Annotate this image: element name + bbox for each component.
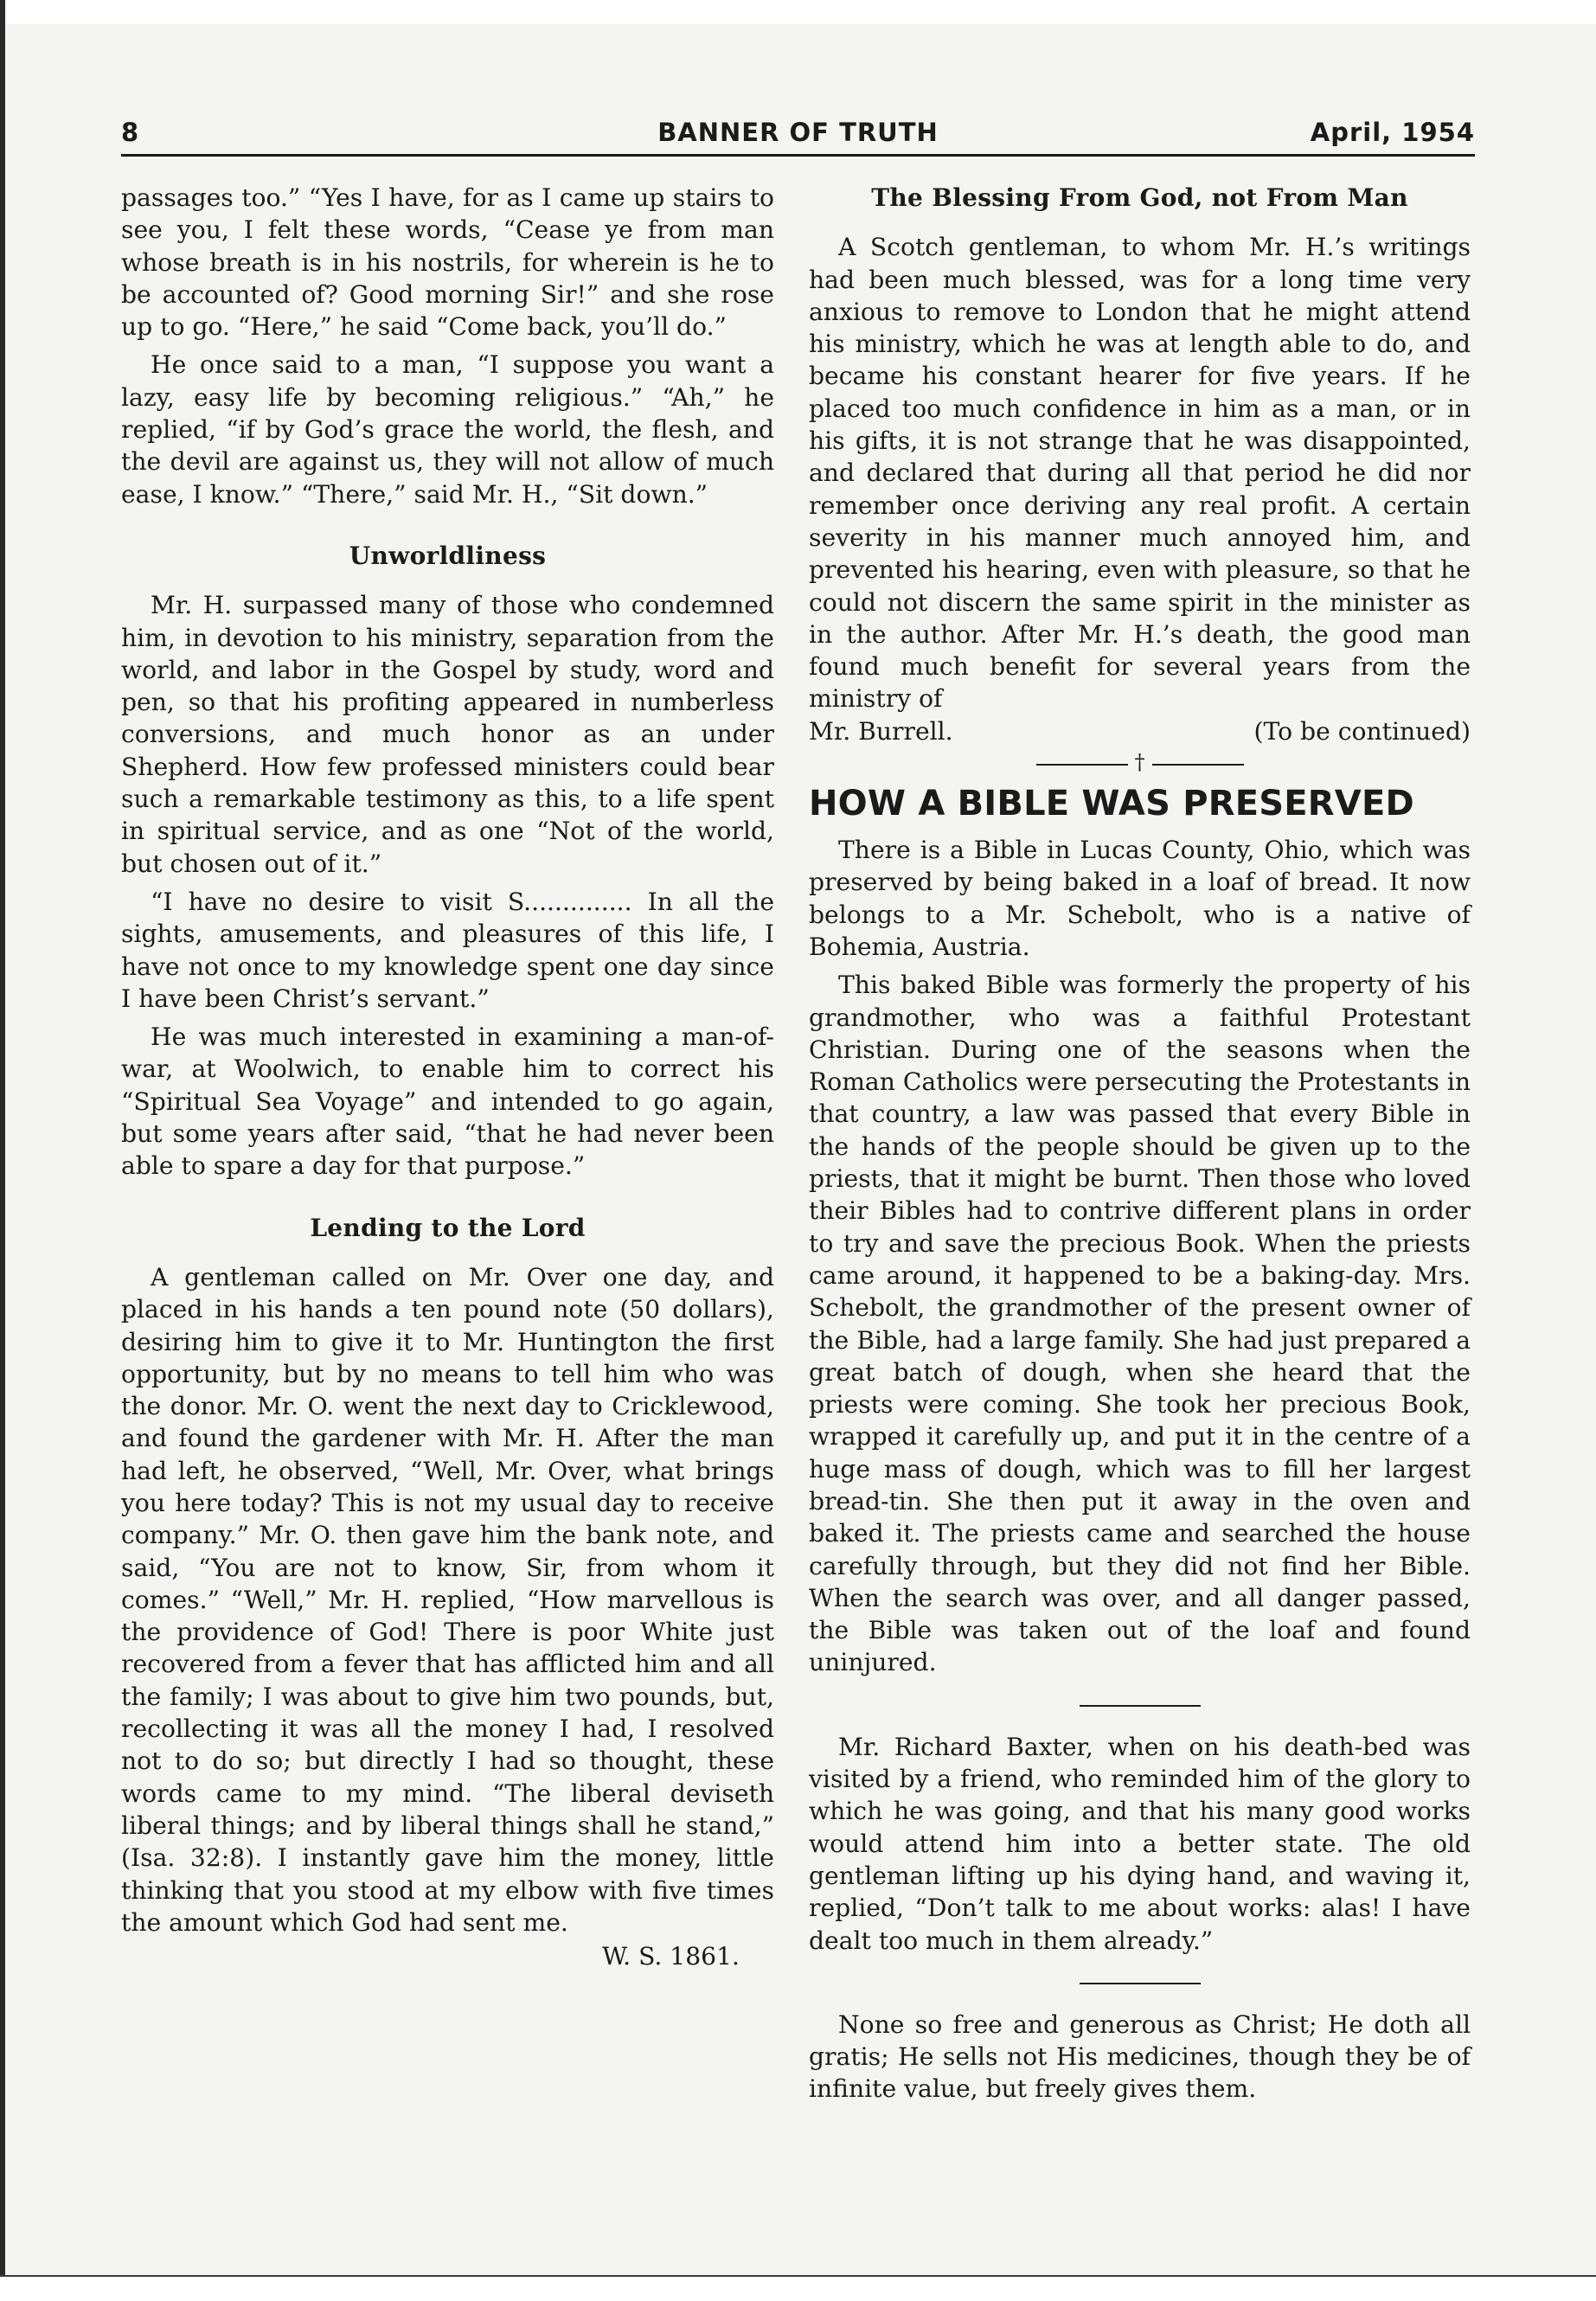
right-column bbox=[809, 182, 1471, 2106]
section-heading-lending: Lending to the Lord bbox=[310, 1213, 586, 1242]
paragraph: Mr. Richard Baxter, when on his death-bed was visited by a friend, who reminded him of the glory to which he was going, and that his many good works would attend him into a better state. The old gentleman lifting up his dying hand, and waving it, replied, “Don’t talk to me about works: alas! I have dealt too much in them already.” bbox=[809, 1732, 1471, 1955]
issue-date: April, 1954 bbox=[1310, 118, 1475, 147]
dagger-ornament: † bbox=[1128, 749, 1152, 775]
signature: W. S. 1861. bbox=[602, 1942, 740, 1971]
publication-title: BANNER OF TRUTH bbox=[657, 118, 939, 147]
scan-border-top bbox=[0, 0, 1596, 24]
paragraph: A gentleman called on Mr. Over one day, and placed in his hands a ten pound note (50 dollars), desiring him to give it to Mr. Huntington the first opportunity, but by no means to tell him who was the donor. Mr. O. went the next day to Cricklewood, and found the gardener with Mr. H. After the man had left, he observed, “Well, Mr. Over, what brings you here today? This is not my usual day to receive company.” Mr. O. then gave him the bank note, and said, “You are not to know, Sir, from whom it comes.” “Well,” Mr. H. replied, “How marvellous is the providence of God! There is poor White just recovered from a fever that has afflicted him and all the family; I was about to give him two pounds, but, recollecting it was all the money I had, I resolved not to do so; but directly I had so thought, these words came to my mind. “The liberal deviseth liberal things; and by liberal things shall he stand,” (Isa. 32:8). I instantly gave him the money, little thinking that you stood at my elbow with five times the amount which God had sent me. bbox=[121, 1262, 774, 1937]
divider bbox=[1080, 1705, 1201, 1707]
continued-line bbox=[809, 715, 1471, 747]
running-header bbox=[121, 111, 1475, 152]
scan-border-left bbox=[0, 0, 5, 2301]
paragraph: Mr. H. surpassed many of those who condemned him, in devotion to his ministry, separation from the world, and labor in the Gospel by study, word and pen, so that his profiting appeared in numberless conversions, and much honor as an under Shepherd. How few professed ministers could bear such a remarkable testimony as this, to a life spent in spiritual service, and as one “Not of the world, but chosen out of it.” bbox=[121, 591, 774, 878]
paragraph: There is a Bible in Lucas County, Ohio, which was preserved by being baked in a loaf of bread. It now belongs to a Mr. Schebolt, who is a native of Bohemia, Austria. bbox=[809, 836, 1471, 961]
paragraph: passages too.” “Yes I have, for as I came up stairs to see you, I felt these words, “Cease ye from man whose breath is in his nostrils, for wherein is he to be accounted of? Good morning Sir!” and she rose up to go. “Here,” he said “Come back, you’ll do.” bbox=[121, 183, 774, 342]
paragraph: A Scotch gentleman, to whom Mr. H.’s writings had been much blessed, was for a long time very anxious to remove to London that he might attend his ministry, which he was at length able to do, and became his constant hearer for five years. If he placed too much confidence in him as a man, or in his gifts, it is not strange that he was disappointed, and declared that during all that period he did nor remember once deriving any real profit. A certain severity in his manner much annoyed him, and prevented his hearing, even with pleasure, so that he could not discern the same spirit in the minister as in the author. After Mr. H.’s death, the good man found much benefit for several years from the ministry of bbox=[809, 233, 1471, 714]
header-rule bbox=[121, 154, 1475, 157]
divider bbox=[1080, 1983, 1201, 1984]
continued-note: (To be continued) bbox=[1253, 716, 1471, 746]
paragraph: This baked Bible was formerly the property of his grandmother, who was a faithful Protestant Christian. During one of the seasons when the Roman Catholics were persecuting the Protestants in that country, a law was passed that every Bible in the hands of the people should be given up to the priests, that it might be burnt. Then those who loved their Bibles had to contrive different plans in order to try and save the precious Book. When the priests came around, it happened to be a baking-day. Mrs. Schebolt, the grandmother of the present owner of the Bible, had a large family. She had just prepared a great batch of dough, when she heard that the priests were coming. She took her precious Book, wrapped it carefully up, and put it in the centre of a huge mass of dough, which was to fill her largest bread-tin. She then put it away in the oven and baked it. The priests came and searched the house carefully through, but they did not find her Bible. When the search was over, and all danger passed, the Bible was taken out of the loaf and found uninjured. bbox=[809, 971, 1471, 1677]
left-column bbox=[121, 182, 774, 1972]
paragraph-last-line: Mr. Burrell. bbox=[809, 716, 953, 746]
section-heading-blessing: The Blessing From God, not From Man bbox=[871, 183, 1408, 212]
scan-border-bottom bbox=[0, 2277, 1596, 2301]
section-heading-unworldliness: Unworldliness bbox=[349, 541, 547, 570]
paragraph: None so free and generous as Christ; He doth all gratis; He sells not His medicines, though they be of infinite value, but freely gives them. bbox=[809, 2009, 1471, 2104]
paragraph: “I have no desire to visit S.............. In all the sights, amusements, and pleasures of this life, I have not once to my knowledge spent one day since I have been Christ’s servant.” bbox=[121, 887, 774, 1013]
article-headline: HOW A BIBLE WAS PRESERVED bbox=[809, 784, 1414, 824]
page-number: 8 bbox=[121, 118, 140, 147]
ornamental-divider bbox=[1036, 750, 1244, 775]
paragraph: He was much interested in examining a man-of-war, at Woolwich, to enable him to correct his “Spiritual Sea Voyage” and intended to go again, but some years after said, “that he had never been able to spare a day for that purpose.” bbox=[121, 1022, 774, 1181]
paragraph: He once said to a man, “I suppose you want a lazy, easy life by becoming religious.” “Ah,” he replied, “if by God’s grace the world, the flesh, and the devil are against us, they will not allow of much ease, I know.” “There,” said Mr. H., “Sit down.” bbox=[121, 350, 774, 509]
